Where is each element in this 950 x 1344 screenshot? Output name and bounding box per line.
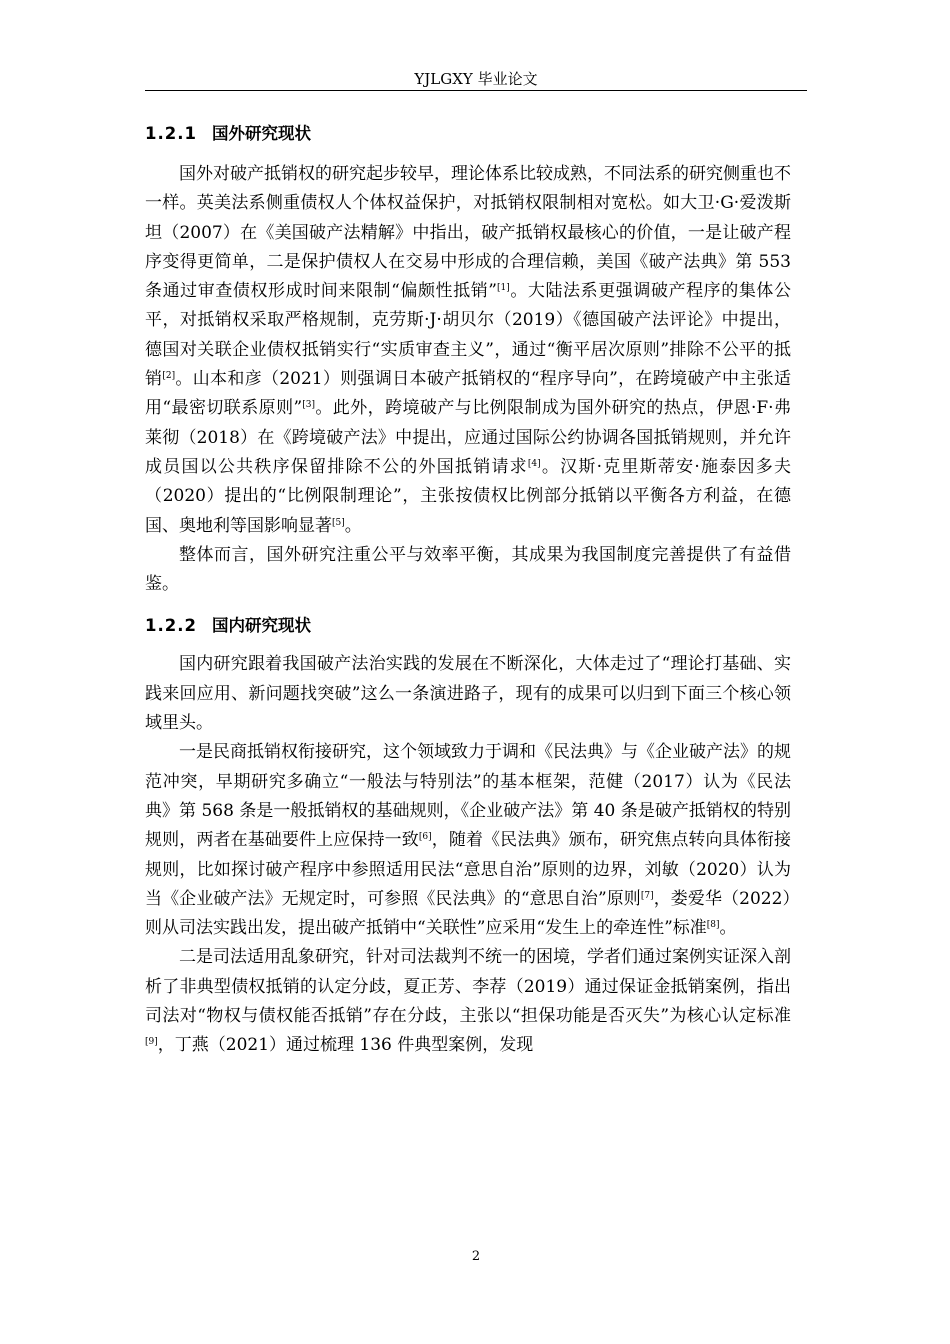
paragraph: [145, 738, 791, 943]
text-run: 。此外，跨境破产与比例限制成为国外研究的热点，伊恩·F·弗莱彻（2018）在《跨境破产法》中提出，应通过国际公约协调各国抵销规则，并允许成员国以公共秩序保留排除不公的外国抵销请求: [145, 398, 791, 477]
citation-ref: [5]: [332, 517, 345, 528]
section-heading-1-2-1: [145, 119, 791, 149]
citation-ref: [9]: [145, 1037, 158, 1048]
page-body: [145, 119, 791, 1061]
citation-ref: [4]: [527, 458, 541, 469]
citation-ref: [8]: [706, 920, 720, 931]
text-run: ，娄爱华（2022）则从司法实践出发，提出破产抵销中“关联性”应采用“发生上的牵连性”标准: [145, 888, 791, 939]
paragraph: [145, 541, 791, 600]
citation-ref: [6]: [418, 832, 432, 843]
section-number: 1.2.1: [145, 124, 197, 143]
text-run: 一是民商抵销权衔接研究，这个领域致力于调和《民法典》与《企业破产法》的规范冲突，早期研究多确立“一般法与特别法”的基本框架，范健（2017）认为《民法典》第 568 条是一般抵销权的基础规则，《企业破产法》第 40 条是破产抵销权的特别规则，两者在基础要件上应保持一致: [145, 742, 791, 851]
citation-ref: [3]: [302, 400, 315, 411]
text-run: 二是司法适用乱象研究，针对司法裁判不统一的困境，学者们通过案例实证深入剖析了非典型债权抵销的认定分歧，夏正芳、李荐（2019）通过保证金抵销案例，指出司法对“物权与债权能否抵销”存在分歧，主张以“担保功能是否灭失”为核心认定标准: [145, 947, 791, 1027]
paragraph: [145, 650, 791, 738]
text-run: 整体而言，国外研究注重公平与效率平衡，其成果为我国制度完善提供了有益借鉴。: [145, 544, 791, 595]
text-run: 。大陆法系更强调破产程序的集体公平，对抵销权采取严格规制，克劳斯·J·胡贝尔（2019）《德国破产法评论》中提出，德国对关联企业债权抵销实行“实质审查主义”，通过“衡平居次原则”排除不公平的抵销: [145, 281, 792, 390]
running-header: YJLGXY 毕业论文: [414, 70, 538, 88]
text-run: 国内研究跟着我国破产法治实践的发展在不断深化，大体走过了“理论打基础、实践来回应用、新问题找突破”这么一条演进路子，现有的成果可以归到下面三个核心领域里头。: [145, 654, 791, 734]
citation-ref: [1]: [496, 283, 510, 294]
paragraph: [145, 943, 791, 1060]
text-run: ，丁燕（2021）通过梳理 136 件典型案例，发现: [157, 1035, 534, 1056]
section-title: 国内研究现状: [212, 616, 311, 636]
text-run: 。: [719, 918, 737, 939]
text-run: 。山本和彦（2021）则强调日本破产抵销权的“程序导向”，在跨境破产中主张适用“最密切联系原则”: [145, 369, 791, 419]
citation-ref: [7]: [640, 890, 654, 901]
section-number: 1.2.2: [145, 616, 197, 636]
citation-ref: [2]: [162, 371, 176, 382]
text-run: 。: [344, 515, 362, 536]
text-run: 。汉斯·克里斯蒂安·施泰因多夫（2020）提出的“比例限制理论”，主张按债权比例部分抵销以平衡各方利益，在德国、奥地利等国影响显著: [145, 456, 791, 536]
text-run: ，随着《民法典》颁布，研究焦点转向具体衔接规则，比如探讨破产程序中参照适用民法“意思自治”原则的边界，刘敏（2020）认为当《企业破产法》无规定时，可参照《民法典》的“意思自治”原则: [145, 830, 792, 909]
text-run: 国外对破产抵销权的研究起步较早，理论体系比较成熟，不同法系的研究侧重也不一样。英美法系侧重债权人个体权益保护，对抵销权限制相对宽松。如大卫·G·爱泼斯坦（2007）在《美国破产法精解》中指出，破产抵销权最核心的价值，一是让破产程序变得更简单，二是保护债权人在交易中形成的合理信赖，美国《破产法典》第 553 条通过审查债权形成时间来限制“偏颇性抵销”: [145, 164, 791, 302]
page-number: 2: [471, 1249, 481, 1264]
paragraph: [145, 160, 791, 541]
header-rule: [145, 90, 807, 91]
section-title: 国外研究现状: [212, 124, 311, 143]
section-heading-1-2-2: [145, 611, 791, 641]
